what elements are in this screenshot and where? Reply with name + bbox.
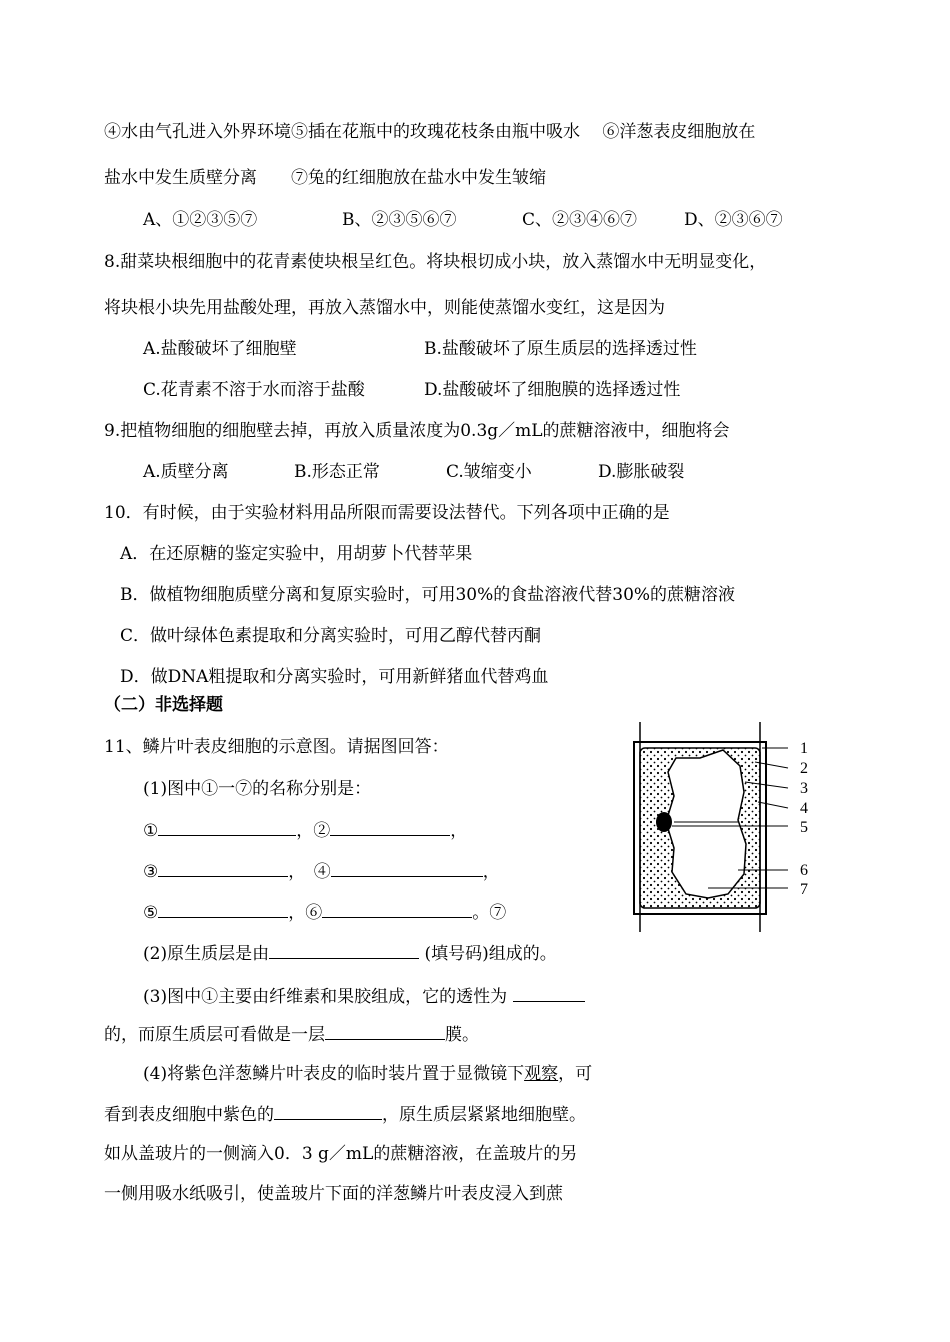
- q8-line1: 8.甜菜块根细胞中的花青素使块根呈红色。将块根切成小块，放入蒸馏水中无明显变化，: [104, 252, 767, 272]
- figure-label-6: 6: [800, 862, 808, 879]
- q11-part4-a: (4)将紫色洋葱鳞片叶表皮的临时装片置于显微镜下: [143, 1064, 525, 1084]
- onion-epidermal-cell-diagram: [628, 722, 828, 932]
- answer-blank-5[interactable]: [158, 901, 288, 918]
- answer-blank-1[interactable]: [158, 819, 296, 836]
- q9-option-c: C.皱缩变小: [446, 462, 532, 482]
- q7-line1: ④水由气孔进入外界环境⑤插在花瓶中的玫瑰花枝条由瓶中吸水 ⑥洋葱表皮细胞放在: [104, 122, 756, 142]
- figure-label-4: 4: [800, 800, 808, 817]
- figure-label-2: 2: [800, 760, 808, 777]
- q11-num-4: ， ④: [288, 862, 331, 882]
- q11-part2: [143, 942, 557, 965]
- q11-part3-line1: [143, 985, 585, 1008]
- answer-blank-2[interactable]: [330, 819, 450, 836]
- figure-label-1: 1: [800, 740, 808, 757]
- q11-num-2: ，②: [296, 821, 331, 841]
- q9-line1: 9.把植物细胞的细胞壁去掉，再放入质量浓度为0.3g／mL的蔗糖溶液中，细胞将会: [104, 421, 730, 441]
- q11-blank-row-1: [143, 819, 467, 842]
- q11-num-5: ⑤: [143, 903, 159, 923]
- q10-option-a: A．在还原糖的鉴定实验中，用胡萝卜代替苹果: [120, 544, 473, 564]
- q11-part4-line1: [143, 1063, 592, 1085]
- q11-title: 11、鳞片叶表皮细胞的示意图。请据图回答：: [104, 737, 449, 757]
- q11-num-7: 。⑦: [472, 903, 507, 923]
- q11-blank-row-2: [143, 860, 500, 883]
- figure-label-3: 3: [800, 780, 808, 797]
- q11-part3-b: 的，而原生质层可看做是一层: [104, 1025, 325, 1045]
- q11-part4-b: ，可: [558, 1064, 593, 1084]
- q8-line2: 将块根小块先用盐酸处理，再放入蒸馏水中，则能使蒸馏水变红，这是因为: [104, 298, 665, 318]
- q8-option-a: A.盐酸破坏了细胞壁: [143, 339, 297, 359]
- q11-part4-line3: 如从盖玻片的一侧滴入0．3 g／mL的蔗糖溶液，在盖玻片的另: [104, 1144, 578, 1164]
- q11-sep-1: ，: [450, 821, 468, 841]
- q11-part3-a: (3)图中①主要由纤维素和果胶组成，它的透性为: [143, 987, 508, 1007]
- q7-line2: 盐水中发生质壁分离 ⑦兔的红细胞放在盐水中发生皱缩: [104, 168, 546, 188]
- q8-option-c: C.花青素不溶于水而溶于盐酸: [143, 380, 365, 400]
- q11-part3-c: 膜。: [445, 1025, 479, 1045]
- q10-option-b: B．做植物细胞质壁分离和复原实验时，可用30%的食盐溶液代替30%的蔗糖溶液: [120, 585, 736, 605]
- q10-option-d: D．做DNA粗提取和分离实验时，可用新鲜猪血代替鸡血: [120, 667, 549, 687]
- q7-option-d: D、②③⑥⑦: [684, 210, 783, 230]
- q11-part4-c: 看到表皮细胞中紫色的: [104, 1105, 274, 1125]
- q11-part2-b: (填号码)组成的。: [424, 944, 557, 964]
- q11-part1: (1)图中①一⑦的名称分别是：: [143, 779, 372, 799]
- q11-blank-row-3: [143, 901, 506, 924]
- answer-blank-3[interactable]: [158, 860, 288, 877]
- figure-label-7: 7: [800, 881, 808, 898]
- figure-label-5: 5: [800, 819, 808, 836]
- vacuole: [666, 750, 746, 898]
- answer-blank-permeability[interactable]: [513, 985, 585, 1002]
- q10-line1: 10．有时候，由于实验材料用品所限而需要设法替代。下列各项中正确的是: [104, 503, 670, 523]
- q11-num-3: ③: [143, 862, 159, 882]
- q9-option-a: A.质壁分离: [143, 462, 229, 482]
- answer-blank-part2[interactable]: [269, 942, 419, 959]
- q11-part2-a: (2)原生质层是由: [143, 944, 270, 964]
- q9-option-b: B.形态正常: [294, 462, 380, 482]
- q11-part4-line4: 一侧用吸水纸吸引，使盖玻片下面的洋葱鳞片叶表皮浸入到蔗: [104, 1184, 563, 1204]
- q7-option-c: C、②③④⑥⑦: [522, 210, 638, 230]
- q11-num-6: ，⑥: [288, 903, 323, 923]
- q8-option-d: D.盐酸破坏了细胞膜的选择透过性: [424, 380, 681, 400]
- q7-option-b: B、②③⑤⑥⑦: [342, 210, 457, 230]
- q11-part4-line2: [104, 1103, 586, 1126]
- q11-part4-d: ，原生质层紧紧地细胞壁。: [382, 1105, 586, 1125]
- q8-option-b: B.盐酸破坏了原生质层的选择透过性: [424, 339, 697, 359]
- q11-num-1: ①: [143, 821, 159, 841]
- leader-4: [758, 802, 788, 808]
- nucleus: [656, 812, 672, 832]
- q9-option-d: D.膨胀破裂: [598, 462, 685, 482]
- q11-part3-line2: [104, 1023, 479, 1046]
- answer-blank-6[interactable]: [322, 901, 472, 918]
- q11-sep-2: ，: [482, 862, 500, 882]
- q7-option-a: A、①②③⑤⑦: [143, 210, 258, 230]
- q10-option-c: C．做叶绿体色素提取和分离实验时，可用乙醇代替丙酮: [120, 626, 542, 646]
- answer-blank-vacuole[interactable]: [274, 1103, 382, 1120]
- answer-blank-membrane[interactable]: [325, 1023, 445, 1040]
- answer-blank-4[interactable]: [331, 860, 483, 877]
- q11-part4-underlined: 观察: [524, 1064, 559, 1084]
- section-title: （二）非选择题: [104, 695, 223, 715]
